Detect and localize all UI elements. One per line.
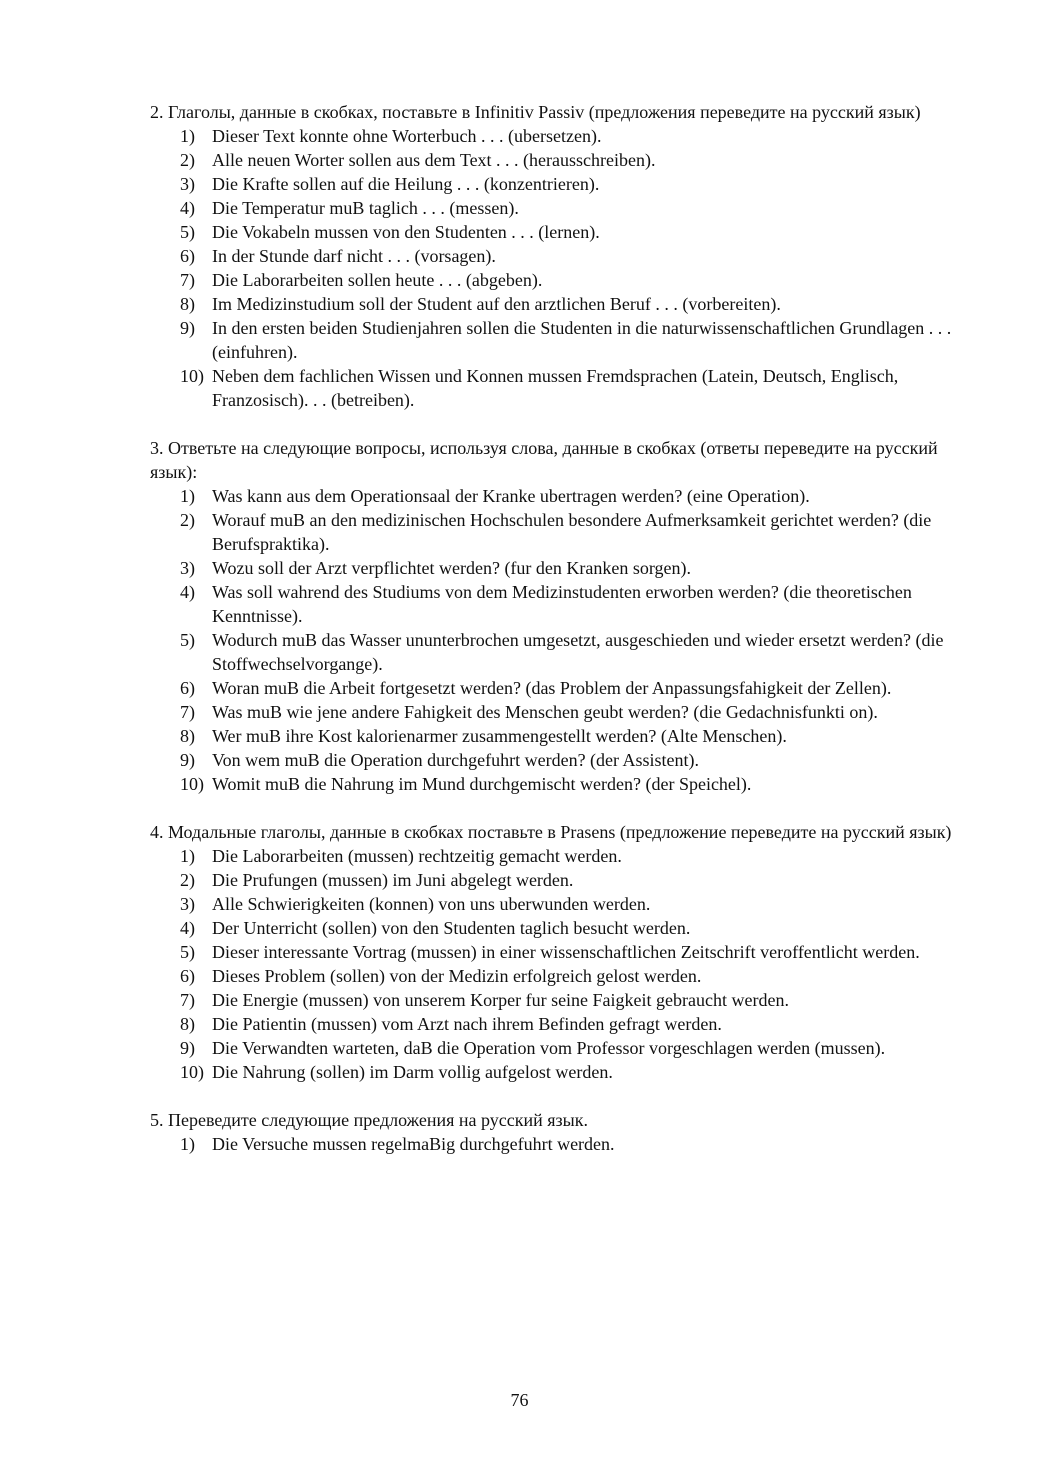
item-text: Neben dem fachlichen Wissen und Konnen mussen Fremdsprachen (Latein, Deutsch, Englisch, Franzosisch). . . (betreiben). (212, 366, 899, 410)
item-number: 4) (180, 918, 195, 938)
item-number: 2) (180, 150, 195, 170)
item-number: 7) (180, 702, 195, 722)
item-text: Was kann aus dem Operationsaal der Kranke ubertragen werden? (eine Operation). (212, 486, 810, 506)
item-number: 8) (180, 294, 195, 314)
list-item (150, 772, 962, 796)
item-text: Die Vokabeln mussen von den Studenten . . . (lernen). (212, 222, 600, 242)
list-item (150, 700, 962, 724)
item-text: In den ersten beiden Studienjahren sollen die Studenten in die naturwissenschaftlichen Grundlagen . . . (einfuhren). (212, 318, 952, 362)
item-number: 3) (180, 174, 195, 194)
list-item (150, 508, 962, 556)
item-number: 1) (180, 486, 195, 506)
exercise-5-heading: 5. Переведите следующие предложения на русский язык. (150, 1110, 588, 1130)
list-item (150, 244, 962, 268)
list-item (150, 988, 962, 1012)
item-text: Im Medizinstudium soll der Student auf den arztlichen Beruf . . . (vorbereiten). (212, 294, 781, 314)
exercise-5-list (150, 1132, 962, 1156)
exercise-5 (150, 1108, 962, 1156)
item-text: Die Laborarbeiten sollen heute . . . (abgeben). (212, 270, 543, 290)
list-item (150, 172, 962, 196)
exercise-4 (150, 820, 962, 1084)
exercise-4-list (150, 844, 962, 1084)
item-number: 3) (180, 558, 195, 578)
item-number: 9) (180, 750, 195, 770)
item-number: 1) (180, 1134, 195, 1154)
list-item (150, 844, 962, 868)
list-item (150, 220, 962, 244)
item-text: Worauf muB an den medizinischen Hochschulen besondere Aufmerksamkeit gerichtet werden? (die Berufspraktika). (212, 510, 932, 554)
list-item (150, 124, 962, 148)
item-number: 10) (180, 1062, 204, 1082)
list-item (150, 1036, 962, 1060)
list-item (150, 196, 962, 220)
list-item (150, 580, 962, 628)
list-item (150, 316, 962, 364)
item-number: 8) (180, 1014, 195, 1034)
exercise-3 (150, 436, 962, 796)
item-text: Die Patientin (mussen) vom Arzt nach ihrem Befinden gefragt werden. (212, 1014, 722, 1034)
item-number: 4) (180, 582, 195, 602)
exercise-4-heading: 4. Модальные глаголы, данные в скобках поставьте в Prasens (предложение переведите на русский язык) (150, 822, 952, 842)
item-number: 8) (180, 726, 195, 746)
item-number: 1) (180, 126, 195, 146)
item-text: Die Temperatur muB taglich . . . (messen). (212, 198, 519, 218)
item-text: Womit muB die Nahrung im Mund durchgemischt werden? (der Speichel). (212, 774, 752, 794)
item-text: Die Laborarbeiten (mussen) rechtzeitig gemacht werden. (212, 846, 622, 866)
item-number: 4) (180, 198, 195, 218)
item-text: Dieses Problem (sollen) von der Medizin erfolgreich gelost werden. (212, 966, 702, 986)
item-number: 9) (180, 1038, 195, 1058)
list-item (150, 892, 962, 916)
list-item (150, 868, 962, 892)
list-item (150, 628, 962, 676)
item-number: 3) (180, 894, 195, 914)
item-number: 1) (180, 846, 195, 866)
item-text: Die Krafte sollen auf die Heilung . . . (konzentrieren). (212, 174, 600, 194)
item-text: Der Unterricht (sollen) von den Studenten taglich besucht werden. (212, 918, 691, 938)
list-item (150, 748, 962, 772)
list-item (150, 484, 962, 508)
item-text: Die Verwandten warteten, daB die Operation vom Professor vorgeschlagen werden (mussen). (212, 1038, 886, 1058)
list-item (150, 916, 962, 940)
exercise-2-heading: 2. Глаголы, данные в скобках, поставьте в Infinitiv Passiv (предложения переведите на русский язык) (150, 102, 921, 122)
item-number: 7) (180, 270, 195, 290)
item-text: Alle Schwierigkeiten (konnen) von uns uberwunden werden. (212, 894, 651, 914)
exercise-3-list (150, 484, 962, 796)
item-text: Die Nahrung (sollen) im Darm vollig aufgelost werden. (212, 1062, 613, 1082)
exercise-2-list (150, 124, 962, 412)
page-number: 76 (510, 1390, 529, 1410)
item-text: Wodurch muB das Wasser ununterbrochen umgesetzt, ausgeschieden und wieder ersetzt werden? (die Stoffwechselvorgange). (212, 630, 944, 674)
item-text: Alle neuen Worter sollen aus dem Text . . . (herausschreiben). (212, 150, 656, 170)
item-number: 6) (180, 678, 195, 698)
item-text: Woran muB die Arbeit fortgesetzt werden? (das Problem der Anpassungsfahigkeit der Zellen). (212, 678, 892, 698)
item-number: 2) (180, 510, 195, 530)
list-item (150, 964, 962, 988)
item-number: 10) (180, 366, 204, 386)
item-number: 5) (180, 630, 195, 650)
list-item (150, 364, 962, 412)
list-item (150, 292, 962, 316)
item-number: 5) (180, 222, 195, 242)
list-item (150, 724, 962, 748)
list-item (150, 1132, 962, 1156)
item-number: 2) (180, 870, 195, 890)
item-number: 9) (180, 318, 195, 338)
item-text: Dieser Text konnte ohne Worterbuch . . . (ubersetzen). (212, 126, 602, 146)
item-text: Wer muB ihre Kost kalorienarmer zusammengestellt werden? (Alte Menschen). (212, 726, 787, 746)
item-text: Die Versuche mussen regelmaBig durchgefuhrt werden. (212, 1134, 615, 1154)
exercise-3-heading: 3. Ответьте на следующие вопросы, используя слова, данные в скобках (ответы переведите на русский язык): (150, 438, 938, 482)
item-number: 10) (180, 774, 204, 794)
item-text: Von wem muB die Operation durchgefuhrt werden? (der Assistent). (212, 750, 700, 770)
list-item (150, 676, 962, 700)
item-text: In der Stunde darf nicht . . . (vorsagen). (212, 246, 496, 266)
list-item (150, 1012, 962, 1036)
item-text: Was muB wie jene andere Fahigkeit des Menschen geubt werden? (die Gedachnisfunkti on). (212, 702, 878, 722)
item-number: 5) (180, 942, 195, 962)
item-number: 6) (180, 966, 195, 986)
list-item (150, 148, 962, 172)
item-text: Dieser interessante Vortrag (mussen) in einer wissenschaftlichen Zeitschrift veroffentlicht werden. (212, 942, 920, 962)
item-number: 6) (180, 246, 195, 266)
list-item (150, 268, 962, 292)
item-text: Wozu soll der Arzt verpflichtet werden? (fur den Kranken sorgen). (212, 558, 692, 578)
list-item (150, 1060, 962, 1084)
item-number: 7) (180, 990, 195, 1010)
list-item (150, 556, 962, 580)
item-text: Die Energie (mussen) von unserem Korper fur seine Faigkeit gebraucht werden. (212, 990, 789, 1010)
exercise-2 (150, 100, 962, 412)
page-content (150, 100, 962, 1156)
list-item (150, 940, 962, 964)
item-text: Die Prufungen (mussen) im Juni abgelegt werden. (212, 870, 574, 890)
item-text: Was soll wahrend des Studiums von dem Medizinstudenten erworben werden? (die theoretischen Kenntnisse). (212, 582, 912, 626)
